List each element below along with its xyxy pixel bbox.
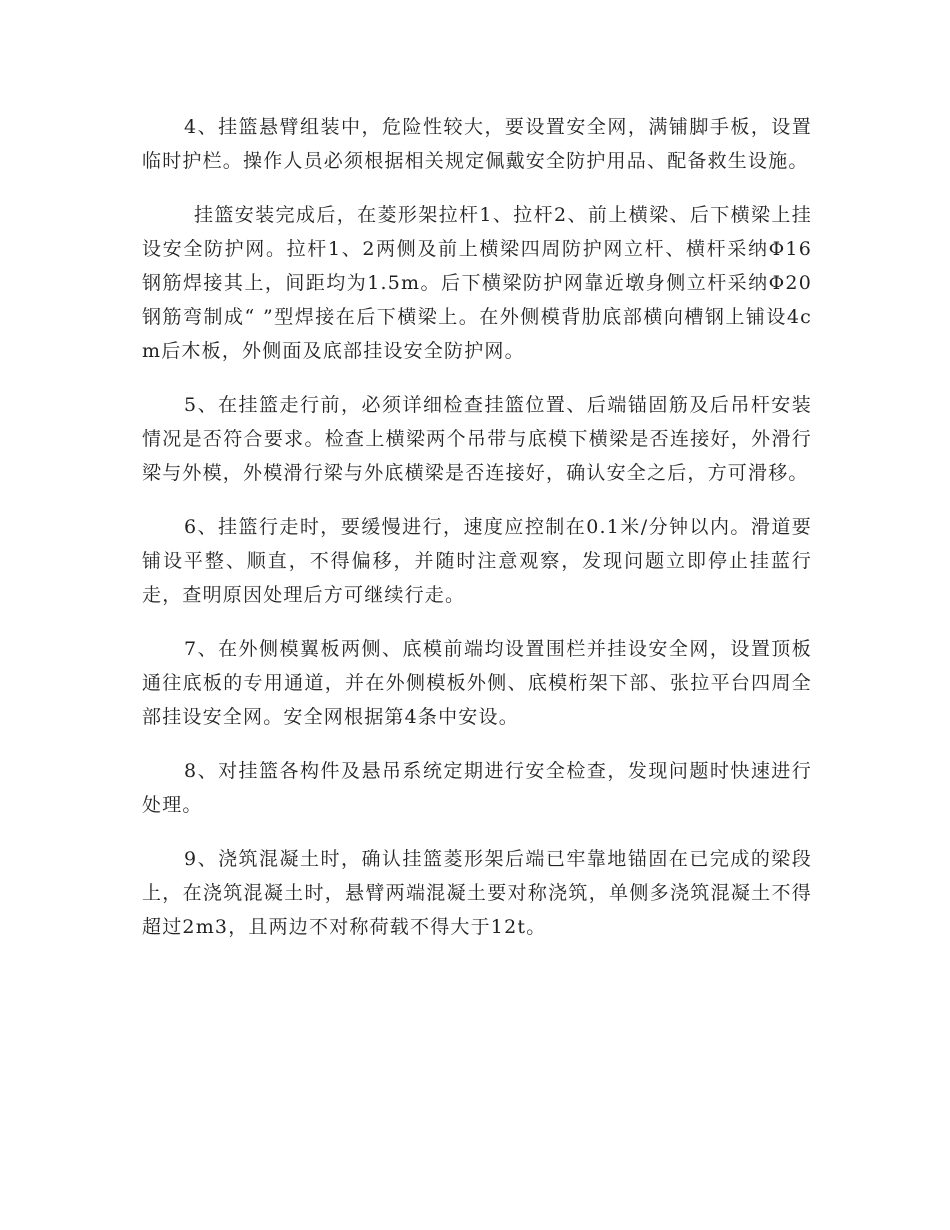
- paragraph-safety-net: 挂篮安装完成后，在菱形架拉杆1、拉杆2、前上横梁、后下横梁上挂设安全防护网。拉杆1、2两侧及前上横梁四周防护网立杆、横杆采纳Φ16钢筋焊接其上，间距均为1.5m。后下横梁防护网靠近墩身侧立杆采纳Φ20钢筋弯制成“ ”型焊接在后下横梁上。在外侧模背肋底部横向槽钢上铺设4cm后木板，外侧面及底部挂设安全防护网。: [142, 204, 812, 362]
- paragraph-item-5: 5、在挂篮走行前，必须详细检查挂篮位置、后端锚固筋及后吊杆安装情况是否符合要求。检查上横梁两个吊带与底模下横梁是否连接好，外滑行梁与外模，外模滑行梁与外底横梁是否连接好，确认安全之后，方可滑移。: [142, 394, 812, 484]
- document-body: [142, 110, 812, 964]
- paragraph-item-4: 4、挂篮悬臂组装中，危险性较大，要设置安全网，满铺脚手板，设置临时护栏。操作人员必须根据相关规定佩戴安全防护用品、配备救生设施。: [142, 116, 812, 172]
- paragraph-item-6: 6、挂篮行走时，要缓慢进行，速度应控制在0.1米/分钟以内。滑道要铺设平整、顺直，不得偏移，并随时注意观察，发现问题立即停止挂蓝行走，查明原因处理后方可继续行走。: [142, 516, 812, 606]
- paragraph-item-7: 7、在外侧模翼板两侧、底模前端均设置围栏并挂设安全网，设置顶板通往底板的专用通道，并在外侧模板外侧、底模桁架下部、张拉平台四周全部挂设安全网。安全网根据第4条中安设。: [142, 638, 812, 728]
- paragraph-item-9: 9、浇筑混凝土时，确认挂篮菱形架后端已牢靠地锚固在已完成的梁段上，在浇筑混凝土时，悬臂两端混凝土要对称浇筑，单侧多浇筑混凝土不得超过2m3，且两边不对称荷载不得大于12t。: [142, 848, 812, 938]
- paragraph-item-8: 8、对挂篮各构件及悬吊系统定期进行安全检查，发现问题时快速进行处理。: [142, 760, 812, 816]
